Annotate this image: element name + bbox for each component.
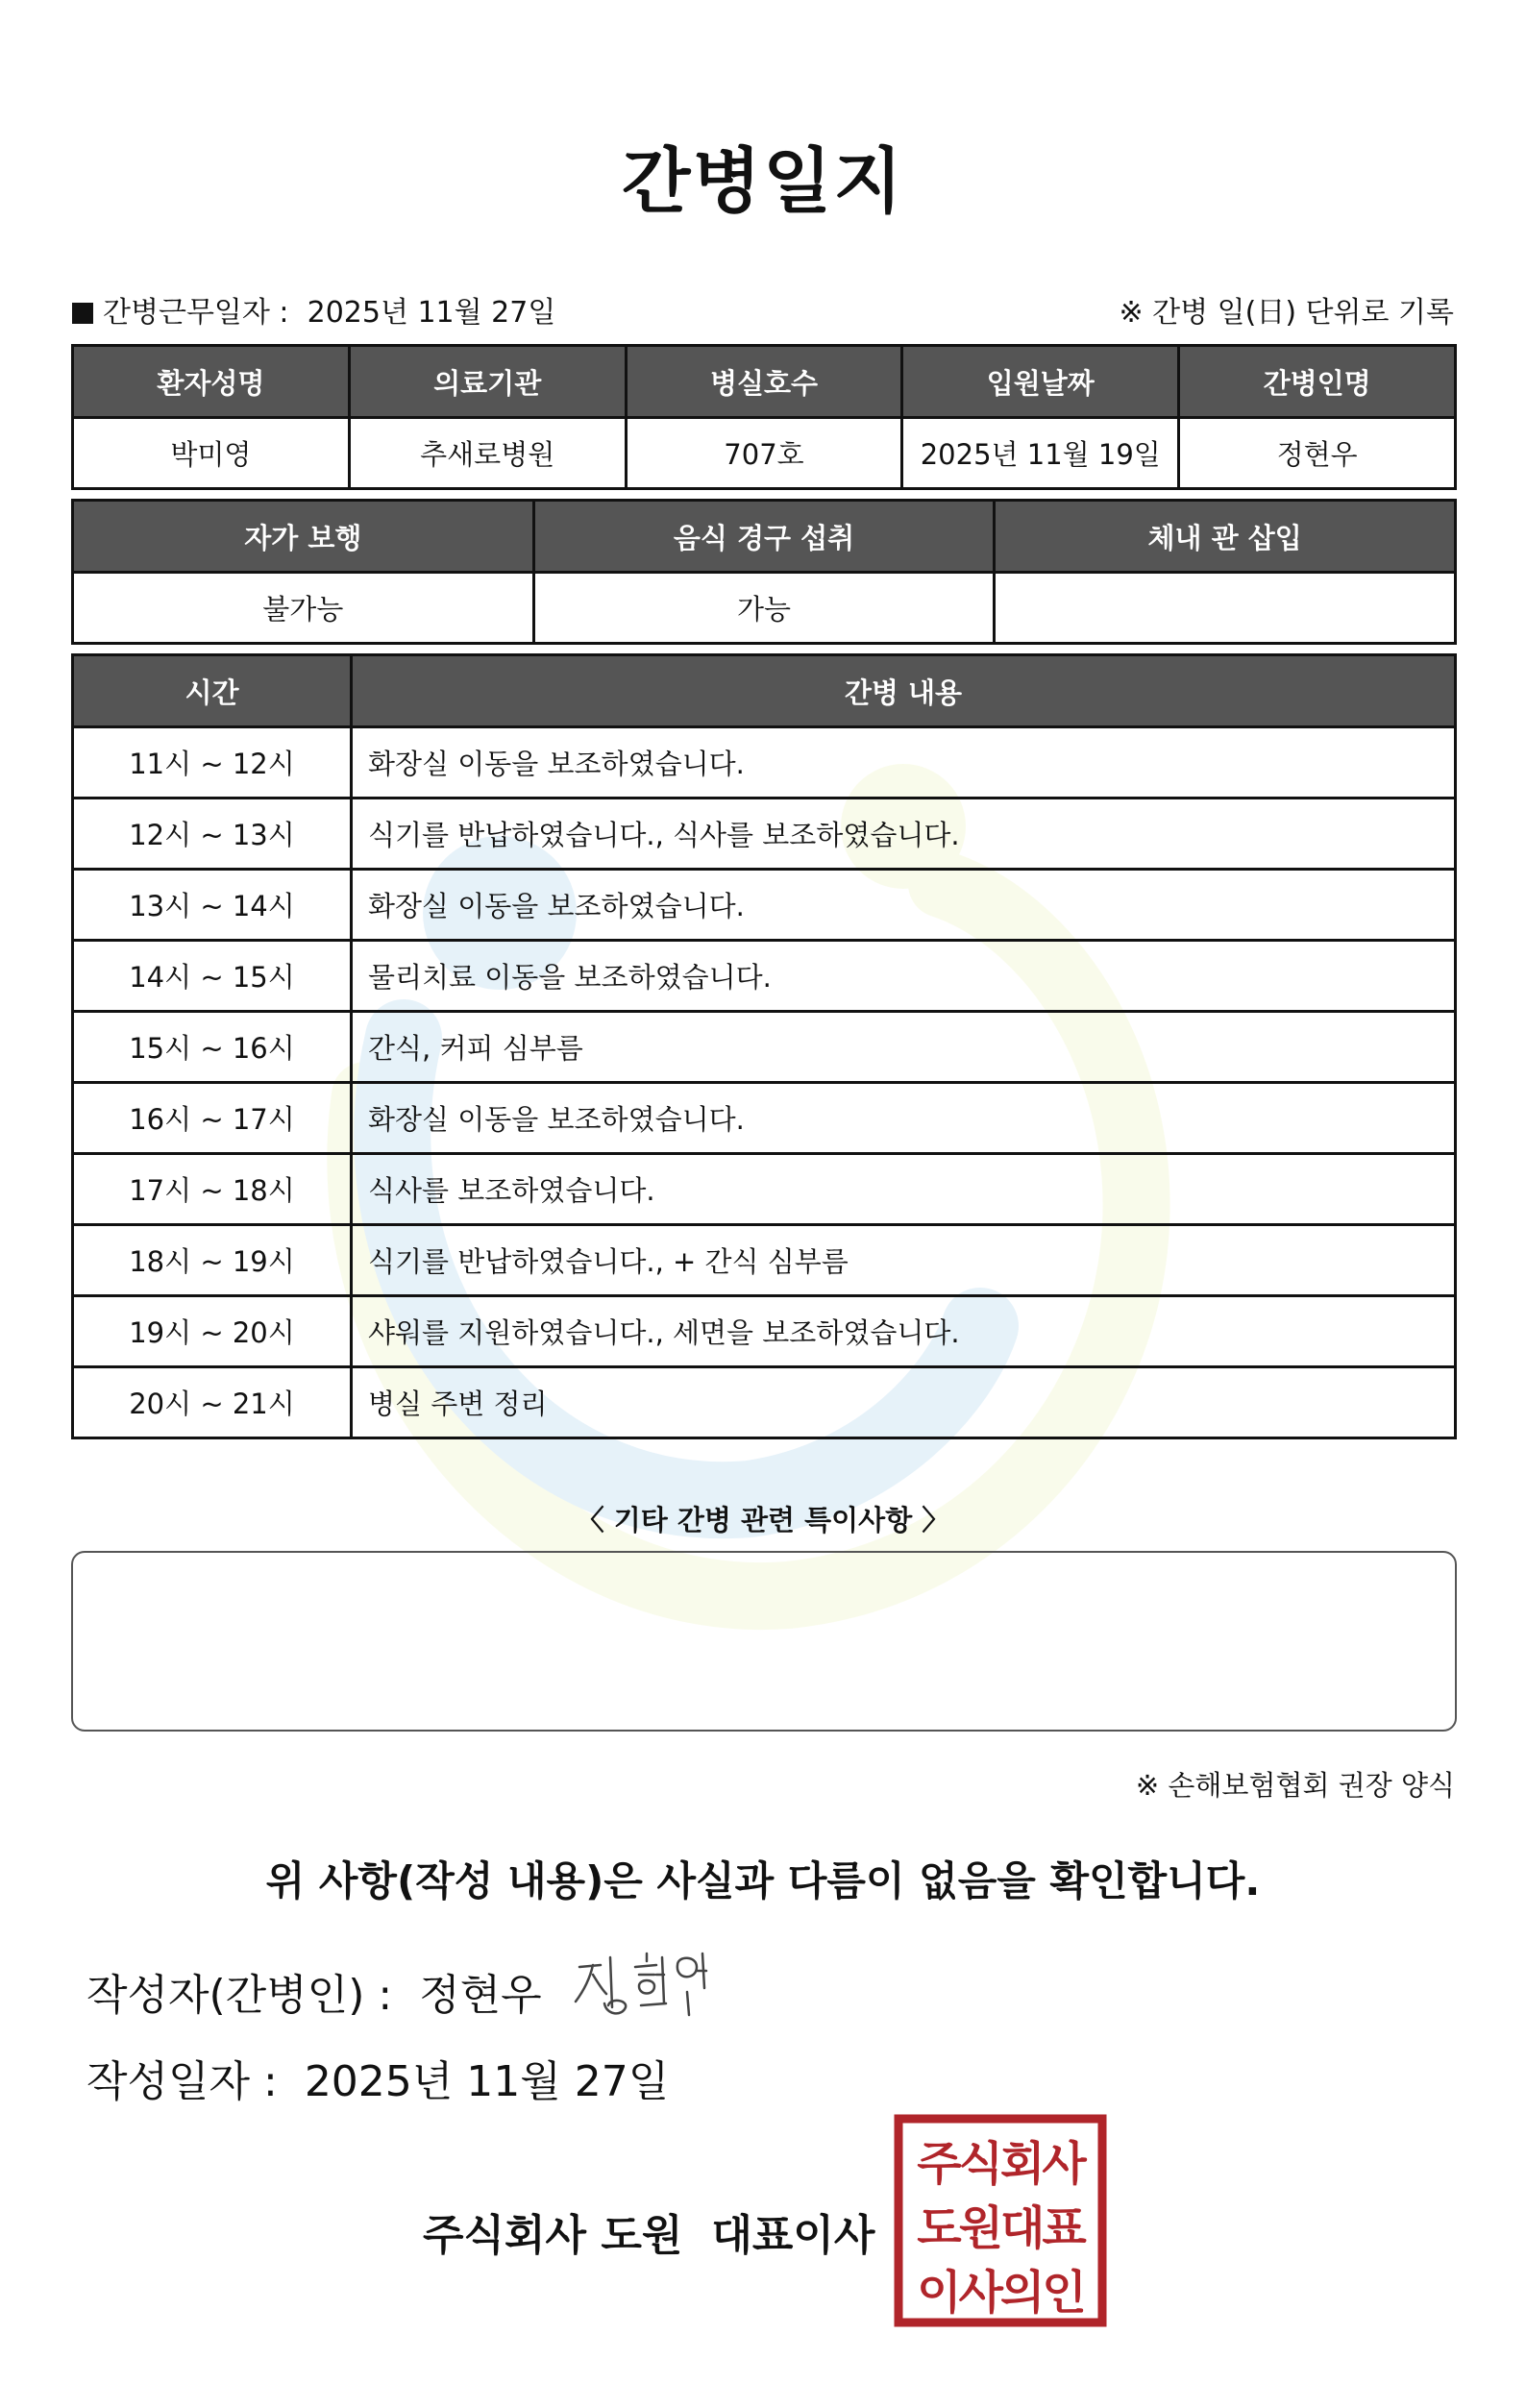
care-content-cell: 간식, 커피 심부름 bbox=[352, 1012, 1456, 1083]
header-care-content: 간병 내용 bbox=[352, 655, 1456, 727]
written-date-label: 작성일자 : bbox=[86, 2057, 278, 2106]
table-row bbox=[73, 1296, 1456, 1367]
header-room-number: 병실호수 bbox=[626, 346, 902, 418]
company-name: 주식회사 도원 bbox=[423, 2211, 683, 2260]
record-unit-note: ※ 간병 일(日) 단위로 기록 bbox=[1119, 296, 1454, 330]
table-row bbox=[73, 1154, 1456, 1225]
care-content-cell: 화장실 이동을 보조하였습니다. bbox=[352, 727, 1456, 799]
time-cell: 11시 ~ 12시 bbox=[73, 727, 352, 799]
time-cell: 13시 ~ 14시 bbox=[73, 870, 352, 941]
time-cell: 14시 ~ 15시 bbox=[73, 941, 352, 1012]
care-content-cell: 식기를 반납하였습니다., 식사를 보조하였습니다. bbox=[352, 799, 1456, 870]
patient-info-table bbox=[71, 344, 1457, 490]
stamp-line-3: 이사의인 bbox=[917, 2266, 1084, 2320]
confirmation-statement: 위 사항(작성 내용)은 사실과 다름이 없음을 확인합니다. bbox=[265, 1857, 1261, 1904]
self-walking-value: 불가능 bbox=[73, 573, 534, 644]
table-row bbox=[73, 1083, 1456, 1154]
stamp-line-1: 주식회사 bbox=[917, 2137, 1084, 2191]
header-oral-intake: 음식 경구 섭취 bbox=[533, 501, 995, 573]
company-role: 대표이사 bbox=[711, 2211, 875, 2260]
patient-name-value: 박미영 bbox=[73, 418, 350, 489]
table-row bbox=[73, 1012, 1456, 1083]
time-cell: 16시 ~ 17시 bbox=[73, 1083, 352, 1154]
table-row bbox=[73, 870, 1456, 941]
company-seal-stamp bbox=[894, 2114, 1107, 2327]
writer-label: 작성자(간병인) : bbox=[86, 1971, 393, 2020]
table-row bbox=[73, 799, 1456, 870]
page-title: 간병일지 bbox=[622, 140, 904, 223]
care-content-cell: 샤워를 지원하였습니다., 세면을 보조하였습니다. bbox=[352, 1296, 1456, 1367]
header-time: 시간 bbox=[73, 655, 352, 727]
care-content-cell: 식사를 보조하였습니다. bbox=[352, 1154, 1456, 1225]
care-content-cell: 화장실 이동을 보조하였습니다. bbox=[352, 870, 1456, 941]
handwritten-signature bbox=[572, 1946, 716, 2023]
company-signature-line bbox=[423, 2200, 874, 2262]
patient-status-table bbox=[71, 499, 1457, 645]
table-row bbox=[73, 941, 1456, 1012]
table-row bbox=[73, 727, 1456, 799]
work-date-value: 2025년 11월 27일 bbox=[307, 296, 556, 330]
table-header-row bbox=[73, 655, 1456, 727]
time-cell: 15시 ~ 16시 bbox=[73, 1012, 352, 1083]
care-content-cell: 병실 주변 정리 bbox=[352, 1367, 1456, 1438]
caregiver-name-value: 정현우 bbox=[1179, 418, 1456, 489]
header-patient-name: 환자성명 bbox=[73, 346, 350, 418]
care-log-table bbox=[71, 653, 1457, 1439]
header-caregiver-name: 간병인명 bbox=[1179, 346, 1456, 418]
admission-date-value: 2025년 11월 19일 bbox=[902, 418, 1179, 489]
square-bullet-icon bbox=[72, 303, 93, 324]
header-hospital: 의료기관 bbox=[349, 346, 626, 418]
tube-insertion-value bbox=[995, 573, 1456, 644]
table-header-row bbox=[73, 501, 1456, 573]
room-number-value: 707호 bbox=[626, 418, 902, 489]
time-cell: 17시 ~ 18시 bbox=[73, 1154, 352, 1225]
table-row bbox=[73, 1225, 1456, 1296]
work-date-line bbox=[72, 288, 555, 331]
form-source-note: ※ 손해보험협회 권장 양식 bbox=[1135, 1769, 1455, 1802]
stamp-line-2: 도원대표 bbox=[917, 2201, 1084, 2255]
table-row bbox=[73, 573, 1456, 644]
table-row bbox=[73, 418, 1456, 489]
hospital-value: 추새로병원 bbox=[349, 418, 626, 489]
oral-intake-value: 가능 bbox=[533, 573, 995, 644]
care-content-cell: 물리치료 이동을 보조하였습니다. bbox=[352, 941, 1456, 1012]
table-row bbox=[73, 1367, 1456, 1438]
header-admission-date: 입원날짜 bbox=[902, 346, 1179, 418]
time-cell: 12시 ~ 13시 bbox=[73, 799, 352, 870]
time-cell: 19시 ~ 20시 bbox=[73, 1296, 352, 1367]
table-header-row bbox=[73, 346, 1456, 418]
care-content-cell: 화장실 이동을 보조하였습니다. bbox=[352, 1083, 1456, 1154]
time-cell: 20시 ~ 21시 bbox=[73, 1367, 352, 1438]
special-notes-title: 〈 기타 간병 관련 특이사항 〉 bbox=[576, 1504, 950, 1536]
writer-line bbox=[86, 1960, 542, 2022]
care-content-cell: 식기를 반납하였습니다., + 간식 심부름 bbox=[352, 1225, 1456, 1296]
special-notes-box bbox=[71, 1551, 1457, 1732]
written-date-line bbox=[86, 2047, 669, 2108]
header-tube-insertion: 체내 관 삽입 bbox=[995, 501, 1456, 573]
work-date-label: 간병근무일자 : bbox=[103, 296, 289, 330]
written-date-value: 2025년 11월 27일 bbox=[304, 2057, 670, 2106]
time-cell: 18시 ~ 19시 bbox=[73, 1225, 352, 1296]
writer-name: 정현우 bbox=[419, 1971, 542, 2020]
header-self-walking: 자가 보행 bbox=[73, 501, 534, 573]
